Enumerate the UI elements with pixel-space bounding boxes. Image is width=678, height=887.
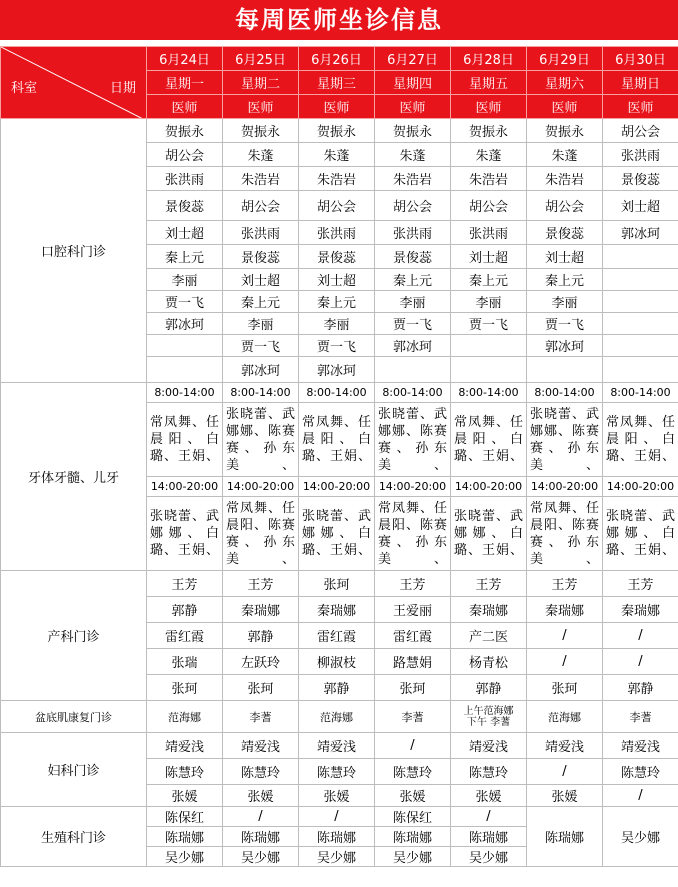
doctor-group: 常凤舞、任晨阳、陈赛赛、孙东美、 bbox=[527, 497, 603, 571]
schedule-cell: 吴少娜 bbox=[223, 847, 299, 867]
schedule-cell: 吴少娜 bbox=[375, 847, 451, 867]
dept-date-header bbox=[1, 47, 147, 119]
time-slot: 14:00-20:00 bbox=[223, 477, 299, 497]
schedule-cell: 靖爱浅 bbox=[223, 733, 299, 759]
schedule-cell: 刘士超 bbox=[147, 221, 223, 245]
schedule-cell: 秦瑞娜 bbox=[223, 597, 299, 623]
schedule-cell: / bbox=[603, 623, 678, 649]
schedule-cell: 路慧娟 bbox=[375, 649, 451, 675]
schedule-cell: 朱蓬 bbox=[375, 143, 451, 167]
schedule-cell: 王芳 bbox=[223, 571, 299, 597]
doctor-group: 张晓蕾、武娜娜、陈赛赛、孙东美、 bbox=[527, 403, 603, 477]
schedule-cell: 贺振永 bbox=[527, 119, 603, 143]
schedule-cell: 景俊蕊 bbox=[603, 167, 678, 191]
doctor-group: 张晓蕾、武娜娜、白璐、王娟、 bbox=[451, 497, 527, 571]
schedule-cell: 张媛 bbox=[223, 785, 299, 807]
schedule-cell: 陈慧玲 bbox=[603, 759, 678, 785]
schedule-cell bbox=[147, 335, 223, 357]
schedule-cell: 张媛 bbox=[147, 785, 223, 807]
date-header: 6月30日 bbox=[603, 47, 678, 71]
doctor-group: 常凤舞、任晨阳、白璐、王娟、 bbox=[451, 403, 527, 477]
dept-name: 生殖科门诊 bbox=[1, 807, 147, 867]
schedule-table bbox=[0, 46, 678, 867]
doctor-group: 常凤舞、任晨阳、陈赛赛、孙东美、 bbox=[223, 497, 299, 571]
schedule-cell: 朱浩岩 bbox=[223, 167, 299, 191]
schedule-cell: / bbox=[527, 649, 603, 675]
schedule-cell: 张媛 bbox=[451, 785, 527, 807]
schedule-cell: / bbox=[375, 733, 451, 759]
doctor-header: 医师 bbox=[451, 95, 527, 119]
doctor-group: 张晓蕾、武娜娜、白璐、王娟、 bbox=[147, 497, 223, 571]
schedule-cell: 胡公会 bbox=[451, 191, 527, 221]
schedule-cell: 张洪雨 bbox=[299, 221, 375, 245]
schedule-cell: / bbox=[223, 807, 299, 827]
schedule-cell bbox=[603, 335, 678, 357]
schedule-cell: 陈慧玲 bbox=[451, 759, 527, 785]
schedule-cell: 胡公会 bbox=[375, 191, 451, 221]
schedule-cell: 贺振永 bbox=[147, 119, 223, 143]
schedule-cell: 张瑞 bbox=[147, 649, 223, 675]
schedule-cell: 王芳 bbox=[375, 571, 451, 597]
dept-name: 妇科门诊 bbox=[1, 733, 147, 807]
schedule-cell: 雷红霞 bbox=[299, 623, 375, 649]
time-slot: 14:00-20:00 bbox=[299, 477, 375, 497]
schedule-cell: 朱浩岩 bbox=[375, 167, 451, 191]
table-row bbox=[1, 119, 678, 143]
table-row bbox=[1, 807, 678, 827]
schedule-cell: 王爱丽 bbox=[375, 597, 451, 623]
schedule-cell: 胡公会 bbox=[147, 143, 223, 167]
weekday-header: 星期三 bbox=[299, 71, 375, 95]
schedule-cell: 张珂 bbox=[223, 675, 299, 701]
schedule-cell: 张洪雨 bbox=[603, 143, 678, 167]
schedule-cell: / bbox=[299, 807, 375, 827]
schedule-cell: 秦上元 bbox=[527, 269, 603, 291]
schedule-cell: 胡公会 bbox=[603, 119, 678, 143]
doctor-header: 医师 bbox=[527, 95, 603, 119]
schedule-cell: 陈慧玲 bbox=[375, 759, 451, 785]
doctor-group: 张晓蕾、武娜娜、陈赛赛、孙东美、 bbox=[375, 403, 451, 477]
schedule-cell: 左跃玲 bbox=[223, 649, 299, 675]
schedule-cell: 郭静 bbox=[451, 675, 527, 701]
schedule-cell: 张珂 bbox=[527, 675, 603, 701]
schedule-cell: 郭静 bbox=[223, 623, 299, 649]
schedule-cell: 秦上元 bbox=[375, 269, 451, 291]
time-slot: 14:00-20:00 bbox=[527, 477, 603, 497]
doctor-header: 医师 bbox=[147, 95, 223, 119]
schedule-cell: 王芳 bbox=[527, 571, 603, 597]
schedule-cell: / bbox=[527, 759, 603, 785]
page-title: 每周医师坐诊信息 bbox=[0, 0, 678, 46]
schedule-cell: 朱蓬 bbox=[451, 143, 527, 167]
schedule-cell bbox=[147, 357, 223, 383]
schedule-cell: 张珂 bbox=[147, 675, 223, 701]
schedule-cell: 景俊蕊 bbox=[527, 221, 603, 245]
schedule-cell: 贾一飞 bbox=[375, 313, 451, 335]
schedule-cell: 郭静 bbox=[147, 597, 223, 623]
schedule-cell: 胡公会 bbox=[223, 191, 299, 221]
doctor-group: 常凤舞、任晨阳、白璐、王娟、 bbox=[603, 403, 678, 477]
doctor-group: 张晓蕾、武娜娜、白璐、王娟、 bbox=[603, 497, 678, 571]
schedule-cell: 李丽 bbox=[299, 313, 375, 335]
schedule-cell: 陈瑞娜 bbox=[223, 827, 299, 847]
schedule-cell: 秦上元 bbox=[299, 291, 375, 313]
schedule-cell: 朱蓬 bbox=[527, 143, 603, 167]
schedule-cell: 范海娜 bbox=[527, 701, 603, 733]
schedule-cell: 张洪雨 bbox=[451, 221, 527, 245]
dept-name: 盆底肌康复门诊 bbox=[1, 701, 147, 733]
schedule-cell: 李丽 bbox=[527, 291, 603, 313]
schedule-cell: 景俊蕊 bbox=[223, 245, 299, 269]
date-header: 6月27日 bbox=[375, 47, 451, 71]
schedule-cell: 陈瑞娜 bbox=[147, 827, 223, 847]
doctor-header: 医师 bbox=[375, 95, 451, 119]
schedule-cell: 靖爱浅 bbox=[603, 733, 678, 759]
schedule-cell: 张洪雨 bbox=[147, 167, 223, 191]
doctor-group: 张晓蕾、武娜娜、陈赛赛、孙东美、 bbox=[223, 403, 299, 477]
schedule-cell: 郭冰珂 bbox=[375, 335, 451, 357]
schedule-cell: 贾一飞 bbox=[527, 313, 603, 335]
date-header: 6月28日 bbox=[451, 47, 527, 71]
schedule-cell: 张珂 bbox=[375, 675, 451, 701]
schedule-cell: 张媛 bbox=[299, 785, 375, 807]
date-header: 6月29日 bbox=[527, 47, 603, 71]
time-slot: 8:00-14:00 bbox=[451, 383, 527, 403]
schedule-cell: 陈瑞娜 bbox=[299, 827, 375, 847]
date-label: 日期 bbox=[109, 81, 136, 96]
time-slot: 14:00-20:00 bbox=[451, 477, 527, 497]
doctor-group: 常凤舞、任晨阳、白璐、王娟、 bbox=[299, 403, 375, 477]
schedule-cell: 雷红霞 bbox=[147, 623, 223, 649]
schedule-cell: 秦瑞娜 bbox=[451, 597, 527, 623]
schedule-cell bbox=[603, 245, 678, 269]
schedule-cell: 吴少娜 bbox=[451, 847, 527, 867]
merged-cell: 陈瑞娜 bbox=[527, 807, 603, 867]
schedule-cell: 郭冰珂 bbox=[223, 357, 299, 383]
schedule-cell: 贺振永 bbox=[223, 119, 299, 143]
schedule-cell: 秦上元 bbox=[223, 291, 299, 313]
schedule-cell: 刘士超 bbox=[603, 191, 678, 221]
schedule-cell: 张洪雨 bbox=[375, 221, 451, 245]
time-slot: 8:00-14:00 bbox=[299, 383, 375, 403]
schedule-cell bbox=[603, 291, 678, 313]
schedule-cell: 柳淑枝 bbox=[299, 649, 375, 675]
schedule-cell: 李蓍 bbox=[375, 701, 451, 733]
schedule-cell: 产二医 bbox=[451, 623, 527, 649]
schedule-cell: 吴少娜 bbox=[147, 847, 223, 867]
schedule-cell: / bbox=[603, 785, 678, 807]
schedule-cell: 朱浩岩 bbox=[299, 167, 375, 191]
weekday-header: 星期四 bbox=[375, 71, 451, 95]
time-slot: 8:00-14:00 bbox=[223, 383, 299, 403]
dept-name: 牙体牙髓、儿牙 bbox=[1, 383, 147, 571]
schedule-cell: 王芳 bbox=[147, 571, 223, 597]
schedule-cell: 秦瑞娜 bbox=[527, 597, 603, 623]
time-slot: 8:00-14:00 bbox=[375, 383, 451, 403]
schedule-cell: 靖爱浅 bbox=[451, 733, 527, 759]
schedule-cell: 陈保红 bbox=[375, 807, 451, 827]
schedule-cell: 李丽 bbox=[223, 313, 299, 335]
schedule-cell: 朱浩岩 bbox=[527, 167, 603, 191]
schedule-cell: 贾一飞 bbox=[451, 313, 527, 335]
schedule-cell: 贺振永 bbox=[299, 119, 375, 143]
date-header: 6月26日 bbox=[299, 47, 375, 71]
schedule-cell: 靖爱浅 bbox=[299, 733, 375, 759]
schedule-cell: 贺振永 bbox=[451, 119, 527, 143]
date-header: 6月25日 bbox=[223, 47, 299, 71]
doctor-header: 医师 bbox=[223, 95, 299, 119]
schedule-cell bbox=[527, 357, 603, 383]
schedule-cell: 景俊蕊 bbox=[147, 191, 223, 221]
schedule-cell bbox=[603, 313, 678, 335]
doctor-group: 常凤舞、任晨阳、陈赛赛、孙东美、 bbox=[375, 497, 451, 571]
pm-shift: 下午 李蓍 bbox=[466, 716, 511, 728]
time-slot: 8:00-14:00 bbox=[527, 383, 603, 403]
schedule-cell: 郭冰珂 bbox=[299, 357, 375, 383]
dept-name: 口腔科门诊 bbox=[1, 119, 147, 383]
schedule-cell: 郭冰珂 bbox=[527, 335, 603, 357]
table-row bbox=[1, 571, 678, 597]
schedule-cell: 刘士超 bbox=[451, 245, 527, 269]
weekday-header: 星期六 bbox=[527, 71, 603, 95]
schedule-cell: 陈保红 bbox=[147, 807, 223, 827]
schedule-cell: 胡公会 bbox=[299, 191, 375, 221]
schedule-cell: 范海娜 bbox=[299, 701, 375, 733]
schedule-cell: 贾一飞 bbox=[223, 335, 299, 357]
time-slot: 14:00-20:00 bbox=[603, 477, 678, 497]
am-shift: 上午范海娜 bbox=[463, 705, 514, 717]
merged-cell: 吴少娜 bbox=[603, 807, 678, 867]
schedule-cell: 陈慧玲 bbox=[147, 759, 223, 785]
schedule-cell bbox=[451, 335, 527, 357]
table-row bbox=[1, 733, 678, 759]
schedule-cell: 张珂 bbox=[299, 571, 375, 597]
split-shift-cell bbox=[451, 701, 527, 733]
schedule-cell: 刘士超 bbox=[527, 245, 603, 269]
time-slot: 8:00-14:00 bbox=[603, 383, 678, 403]
schedule-cell: 景俊蕊 bbox=[299, 245, 375, 269]
schedule-cell: 王芳 bbox=[603, 571, 678, 597]
schedule-cell: 李丽 bbox=[147, 269, 223, 291]
schedule-cell: 秦瑞娜 bbox=[603, 597, 678, 623]
schedule-cell: 刘士超 bbox=[223, 269, 299, 291]
weekday-header: 星期一 bbox=[147, 71, 223, 95]
schedule-cell bbox=[603, 269, 678, 291]
schedule-cell: 靖爱浅 bbox=[147, 733, 223, 759]
date-header: 6月24日 bbox=[147, 47, 223, 71]
weekday-header: 星期日 bbox=[603, 71, 678, 95]
schedule-cell: 张媛 bbox=[375, 785, 451, 807]
schedule-cell: 范海娜 bbox=[147, 701, 223, 733]
schedule-cell: 景俊蕊 bbox=[375, 245, 451, 269]
schedule-cell: 雷红霞 bbox=[375, 623, 451, 649]
schedule-cell: 张洪雨 bbox=[223, 221, 299, 245]
schedule-cell: 郭静 bbox=[603, 675, 678, 701]
doctor-group: 常凤舞、任晨阳、白璐、王娟、 bbox=[147, 403, 223, 477]
weekday-header: 星期二 bbox=[223, 71, 299, 95]
schedule-cell: 胡公会 bbox=[527, 191, 603, 221]
dept-label: 科室 bbox=[11, 81, 38, 96]
schedule-cell: 王芳 bbox=[451, 571, 527, 597]
schedule-cell: 李丽 bbox=[451, 291, 527, 313]
schedule-cell bbox=[375, 357, 451, 383]
table-row bbox=[1, 701, 678, 733]
doctor-header: 医师 bbox=[603, 95, 678, 119]
schedule-cell: 郭冰珂 bbox=[603, 221, 678, 245]
time-slot: 14:00-20:00 bbox=[147, 477, 223, 497]
schedule-cell: 贾一飞 bbox=[299, 335, 375, 357]
schedule-cell: / bbox=[603, 649, 678, 675]
time-slot: 8:00-14:00 bbox=[147, 383, 223, 403]
weekday-header: 星期五 bbox=[451, 71, 527, 95]
table-row bbox=[1, 383, 678, 403]
schedule-cell: 靖爱浅 bbox=[527, 733, 603, 759]
table-row bbox=[1, 47, 678, 71]
schedule-cell: / bbox=[451, 807, 527, 827]
schedule-cell: 秦上元 bbox=[451, 269, 527, 291]
schedule-cell: 朱蓬 bbox=[223, 143, 299, 167]
schedule-cell: 贺振永 bbox=[375, 119, 451, 143]
doctor-group: 张晓蕾、武娜娜、白璐、王娟、 bbox=[299, 497, 375, 571]
schedule-cell: / bbox=[527, 623, 603, 649]
schedule-cell: 张媛 bbox=[527, 785, 603, 807]
schedule-cell: 朱浩岩 bbox=[451, 167, 527, 191]
schedule-cell: 贾一飞 bbox=[147, 291, 223, 313]
schedule-cell: 陈慧玲 bbox=[299, 759, 375, 785]
schedule-cell: 秦瑞娜 bbox=[299, 597, 375, 623]
time-slot: 14:00-20:00 bbox=[375, 477, 451, 497]
schedule-cell: 刘士超 bbox=[299, 269, 375, 291]
schedule-cell: 陈瑞娜 bbox=[375, 827, 451, 847]
schedule-cell: 郭冰珂 bbox=[147, 313, 223, 335]
schedule-cell: 李蓍 bbox=[223, 701, 299, 733]
schedule-cell: 秦上元 bbox=[147, 245, 223, 269]
schedule-cell: 杨青松 bbox=[451, 649, 527, 675]
doctor-header: 医师 bbox=[299, 95, 375, 119]
schedule-cell: 陈瑞娜 bbox=[451, 827, 527, 847]
schedule-cell: 吴少娜 bbox=[299, 847, 375, 867]
schedule-cell: 郭静 bbox=[299, 675, 375, 701]
schedule-cell: 朱蓬 bbox=[299, 143, 375, 167]
schedule-cell: 李丽 bbox=[375, 291, 451, 313]
dept-name: 产科门诊 bbox=[1, 571, 147, 701]
schedule-cell bbox=[451, 357, 527, 383]
schedule-cell bbox=[603, 357, 678, 383]
schedule-cell: 李蓍 bbox=[603, 701, 678, 733]
schedule-cell: 陈慧玲 bbox=[223, 759, 299, 785]
